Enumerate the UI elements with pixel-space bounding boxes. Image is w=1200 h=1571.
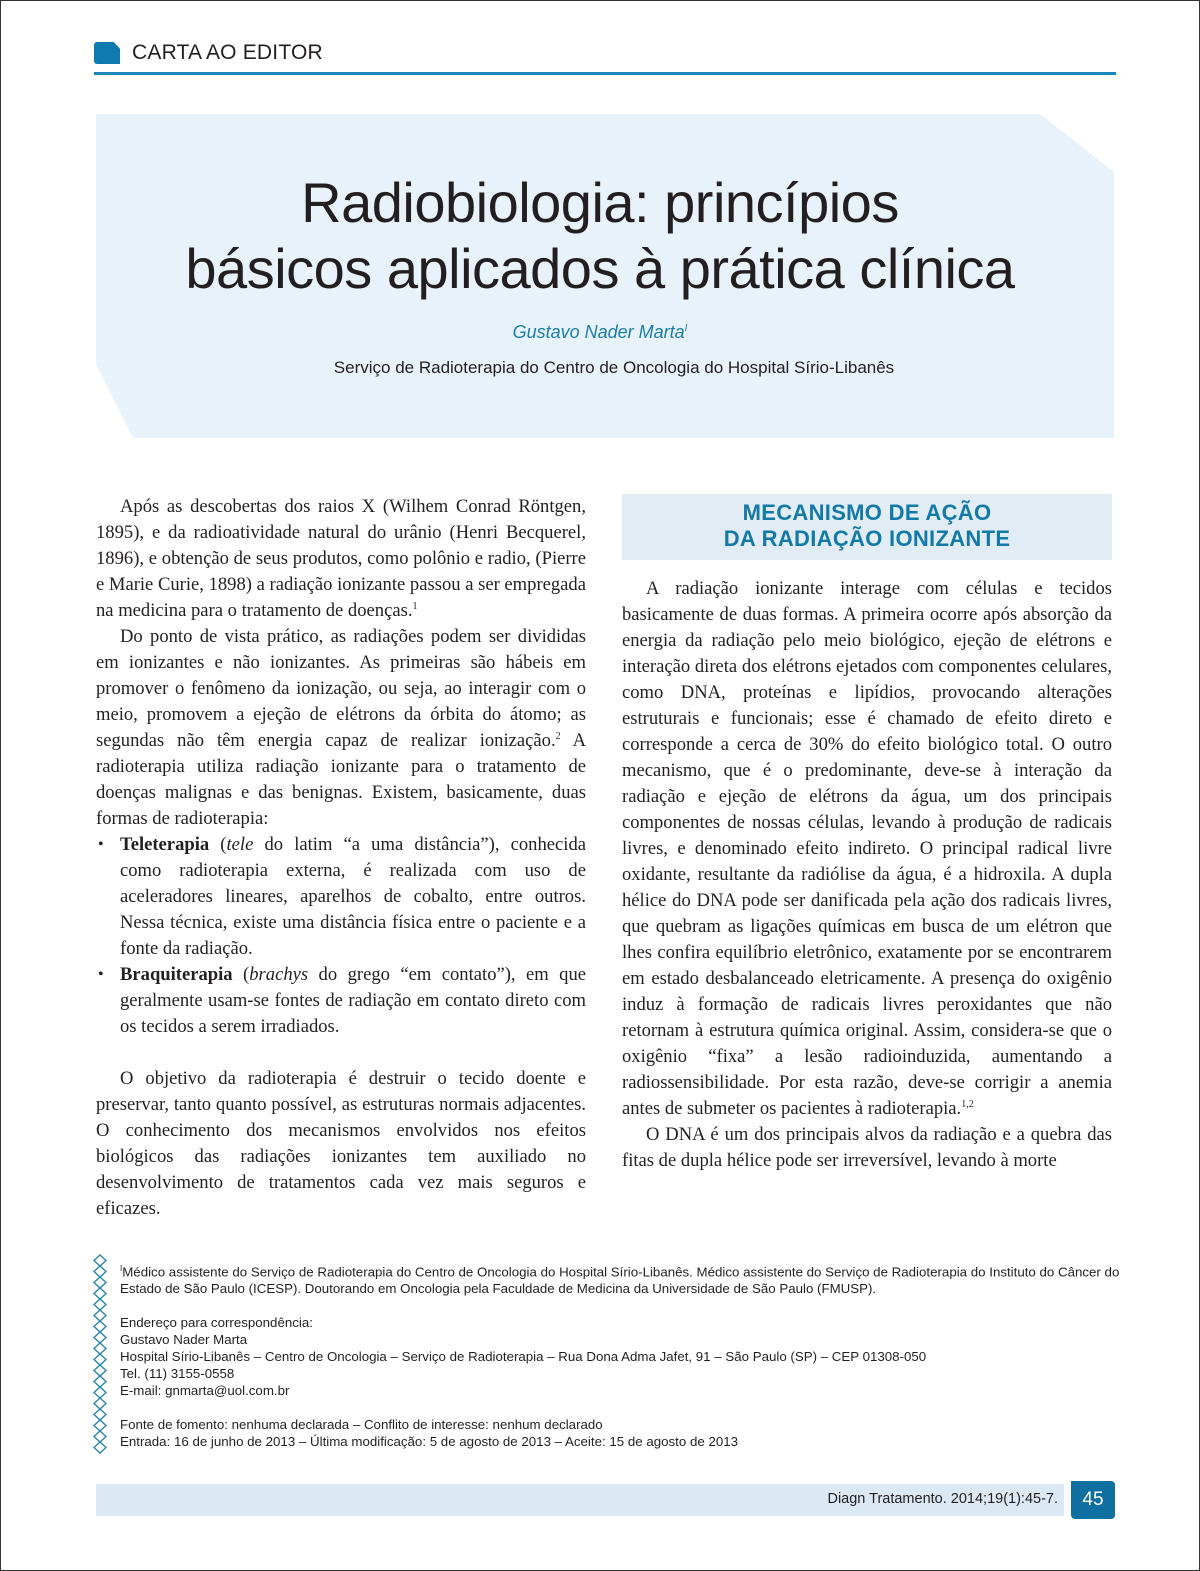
affil-text: Médico assistente do Serviço de Radioterapia do Centro de Oncologia do Hospital Sírio-Libanês. Médico assistente do Serviço de Radioterapia do Instituto do Câncer do Estado de São Paulo (ICESP). Doutorando em Oncologia pela Faculdade de Medicina da Universidade de São Paulo (FMUSP).	[120, 1264, 1120, 1297]
correspondence-block	[120, 1314, 1120, 1399]
paragraph: O DNA é um dos principais alvos da radiação e a quebra das fitas de dupla hélice pode ser irreversível, levando à morte	[622, 1124, 1112, 1171]
journal-citation: Diagn Tratamento. 2014;19(1):45-7.	[827, 1491, 1058, 1507]
disclosures-block	[120, 1416, 1120, 1450]
section-header	[94, 40, 1116, 76]
header-rule	[94, 72, 1116, 75]
etymology: brachys	[249, 964, 309, 985]
author	[0, 322, 1200, 343]
list-item-braquiterapia	[96, 962, 586, 1040]
text: (	[232, 964, 250, 985]
affiliation: Serviço de Radioterapia do Centro de Oncologia do Hospital Sírio-Libanês	[333, 358, 895, 377]
text: do grego “em contato”), em que geralmente usam-se fontes de radiação em contato direto com os tecidos a serem irradiados.	[120, 964, 587, 1037]
heading-line-1: MECANISMO DE AÇÃO	[742, 500, 992, 525]
correspondence-label: Endereço para correspondência:	[120, 1315, 313, 1331]
text: do latim “a uma distância”), conhecida como radioterapia externa, é realizada com uso de aceleradores lineares, aparelhos de cobalto, entre outros. Nessa técnica, existe uma distância física entre o paciente e a fonte da radiação.	[120, 834, 586, 959]
diamond-chain-ornament	[92, 1254, 108, 1454]
paragraph	[96, 624, 586, 832]
right-column	[622, 494, 1112, 1174]
paragraph	[96, 494, 586, 624]
correspondence-address: Hospital Sírio-Libanês – Centro de Oncologia – Serviço de Radioterapia – Rua Dona Adma Jafet, 91 – São Paulo (SP) – CEP 01308-050	[120, 1349, 927, 1365]
term: Teleterapia	[120, 834, 210, 855]
list-item-teleterapia	[96, 832, 586, 962]
paragraph-text: Do ponto de vista prático, as radiações podem ser divididas em ionizantes e não ionizantes. As primeiras são hábeis em promover o fenômeno da ionização, ou seja, ao interagir com o meio, promovem a ejeção de elétrons da órbita do átomo; as segundas não têm energia capaz de realizar ionização.	[96, 626, 586, 751]
paragraph	[622, 576, 1112, 1122]
paragraph: O objetivo da radioterapia é destruir o tecido doente e preservar, tanto quanto possível, as estruturas normais adjacentes. O conhecimento dos mecanismos envolvidos nos efeitos biológicos das radiações ionizantes tem auxiliado no desenvolvimento de tratamentos cada vez mais seguros e eficazes.	[96, 1068, 586, 1219]
section-label: CARTA AO EDITOR	[132, 41, 323, 64]
term: Braquiterapia	[120, 964, 233, 985]
submission-dates: Entrada: 16 de junho de 2013 – Última modificação: 5 de agosto de 2013 – Aceite: 15 de agosto de 2013	[120, 1434, 739, 1450]
funding-conflict: Fonte de fomento: nenhuma declarada – Conflito de interesse: nenhum declarado	[120, 1417, 603, 1433]
author-affiliation-note	[120, 1260, 1120, 1297]
correspondence-name: Gustavo Nader Marta	[120, 1332, 248, 1348]
author-name: Gustavo Nader Marta	[512, 322, 685, 342]
author-affil-marker: I	[684, 323, 688, 334]
page-number: 45	[1071, 1481, 1115, 1519]
paragraph-text: Após as descobertas dos raios X (Wilhem Conrad Röntgen, 1895), e da radioatividade natural do urânio (Henri Becquerel, 1896), e obtenção de seus produtos, como polônio e radio, (Pierre e Marie Curie, 1898) a radiação ionizante passou a ser empregada na medicina para o tratamento de doenças.	[96, 496, 586, 621]
title-line-1: Radiobiologia: princípios	[301, 171, 899, 234]
correspondence-phone: Tel. (11) 3155-0558	[120, 1366, 235, 1382]
etymology: tele	[226, 834, 254, 855]
heading-line-2: DA RADIAÇÃO IONIZANTE	[723, 526, 1011, 551]
radiotherapy-types-list	[96, 832, 586, 1040]
title-line-2: básicos aplicados à prática clínica	[185, 237, 1015, 300]
correspondence-email[interactable]: E-mail: gnmarta@uol.com.br	[120, 1383, 290, 1399]
reference-marker: 1	[412, 600, 418, 612]
section-tab-icon	[94, 42, 120, 64]
footnotes	[120, 1260, 1120, 1450]
paragraph-text: A radiação ionizante interage com células e tecidos basicamente de duas formas. A primeira ocorre após absorção da energia da radiação pelo meio biológico, ejeção de elétrons e interação direta dos elétrons ejetados com componentes celulares, como DNA, proteínas e lipídios, provocando alterações estruturais e funcionais; esse é chamado de efeito direto e corresponde a cerca de 30% do efeito biológico total. O outro mecanismo, que é o predominante, deve-se à interação da radiação e ejeção de elétrons da água, um dos principais componentes de nossas células, levando à produção de radicais livres, e denominado efeito indireto. O principal radical livre oxidante, resultante da radiólise da água, é a hidroxila. A dupla hélice do DNA pode ser danificada pela ação dos radicais livres, que quebram as ligações químicas em busca de um elétron que lhes confira equilíbrio eletrônico, exatamente por se encontrarem em estado desbalanceado eletricamente. A presença do oxigênio induz à formação de radicais livres peroxidantes que não retornam à estrutura química original. Assim, considera-se que o oxigênio “fixa” a lesão radioinduzida, aumentando a radiossensibilidade. Por esta razão, deve-se corrigir a anemia antes de submeter os pacientes à radioterapia.	[622, 578, 1112, 1119]
affil-marker: I	[120, 1264, 123, 1273]
section-heading	[622, 494, 1112, 560]
reference-marker: 1,2	[961, 1098, 974, 1110]
left-column	[96, 494, 586, 1222]
article-title	[0, 170, 1200, 302]
reference-marker: 2	[555, 730, 561, 742]
paragraph-text: A radioterapia utiliza radiação ionizante para o tratamento de doenças malignas e das benignas. Existem, basicamente, duas formas de radioterapia:	[96, 730, 586, 829]
text: (	[209, 834, 227, 855]
